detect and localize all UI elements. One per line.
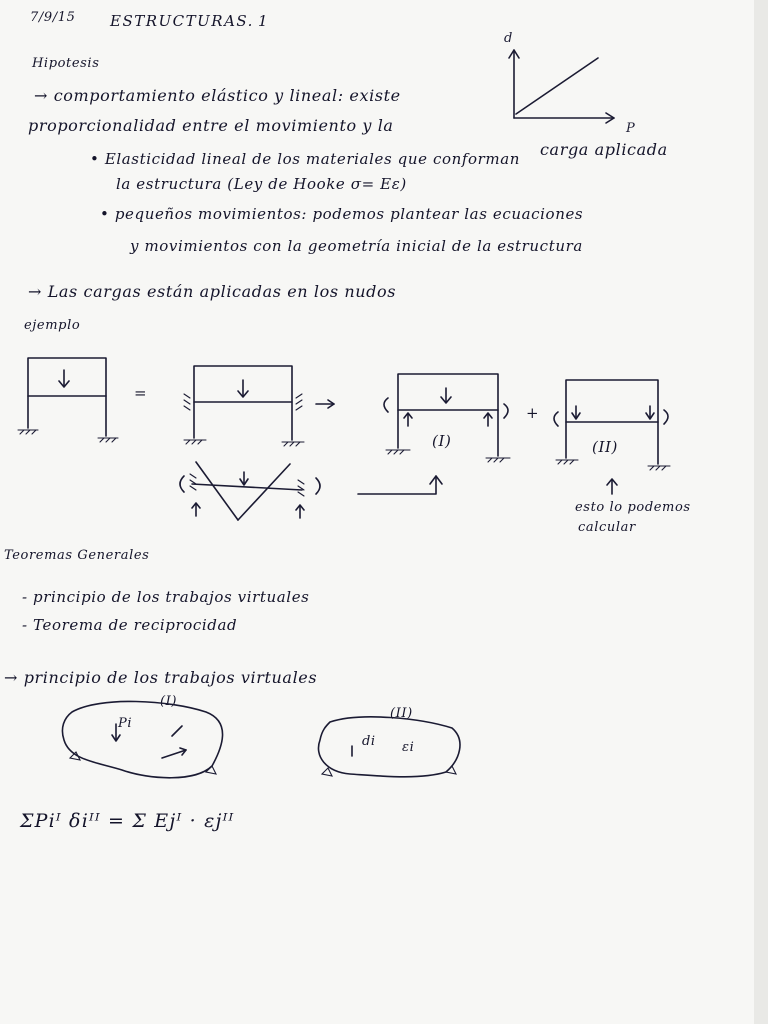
loads-line: → Las cargas están aplicadas en los nudos	[28, 282, 397, 301]
page-number: 1	[258, 12, 269, 30]
graph-y-label: d	[504, 31, 513, 46]
plus-sign: +	[526, 404, 540, 422]
frame-ii-sketch	[554, 380, 670, 494]
virtual-work-heading: → principio de los trabajos virtuales	[4, 668, 318, 687]
bullet-elasticity-1: • Elasticidad lineal de los materiales que conforman	[90, 150, 521, 168]
body-ii-sketch	[318, 717, 459, 777]
displacement-label-di: di	[362, 734, 376, 749]
frame-label-I: (I)	[432, 432, 452, 450]
frame-a-sketch	[18, 358, 118, 442]
page-edge-shadow	[754, 0, 768, 1024]
theorem-item-1: - principio de los trabajos virtuales	[22, 588, 310, 606]
bullet-small-movements-1: • pequeños movimientos: podemos plantear las ecuaciones	[100, 205, 584, 223]
bullet-elasticity-2: la estructura (Ley de Hooke σ= Eε)	[116, 175, 407, 193]
frame-label-II: (II)	[592, 438, 618, 456]
body-label-I: (I)	[160, 694, 178, 709]
strain-label-ei: εi	[402, 740, 415, 755]
load-displacement-graph	[504, 31, 635, 136]
date-text: 7/9/15	[30, 10, 76, 25]
deflected-beam-sketch	[180, 462, 442, 520]
page-title: ESTRUCTURAS.	[110, 12, 254, 30]
hypothesis-heading: Hipotesis	[32, 56, 100, 71]
theorem-item-2: - Teorema de reciprocidad	[22, 616, 238, 634]
equals-sign: =	[134, 384, 148, 402]
body-label-II: (II)	[390, 706, 413, 721]
note-line-1: esto lo podemos	[575, 500, 691, 515]
frame-b-sketch	[184, 366, 334, 446]
force-label-pi: Pi	[118, 716, 133, 731]
note-line-2: calcular	[578, 520, 636, 535]
bullet-small-movements-2: y movimientos con la geometría inicial de la estructura	[130, 237, 583, 255]
body-i-sketch	[62, 701, 222, 777]
theorems-heading: Teoremas Generales	[4, 548, 150, 563]
hypothesis-line-1: → comportamiento elástico y lineal: existe	[34, 86, 401, 105]
hypothesis-line-3: carga aplicada	[540, 140, 668, 159]
example-label: ejemplo	[24, 318, 81, 333]
hypothesis-line-2: proporcionalidad entre el movimiento y la	[28, 116, 394, 135]
frame-i-sketch	[384, 374, 510, 462]
virtual-work-equation: ΣPiᴵ δiᴵᴵ = Σ Ejᴵ · εjᴵᴵ	[20, 810, 235, 832]
graph-x-label: P	[626, 121, 635, 136]
